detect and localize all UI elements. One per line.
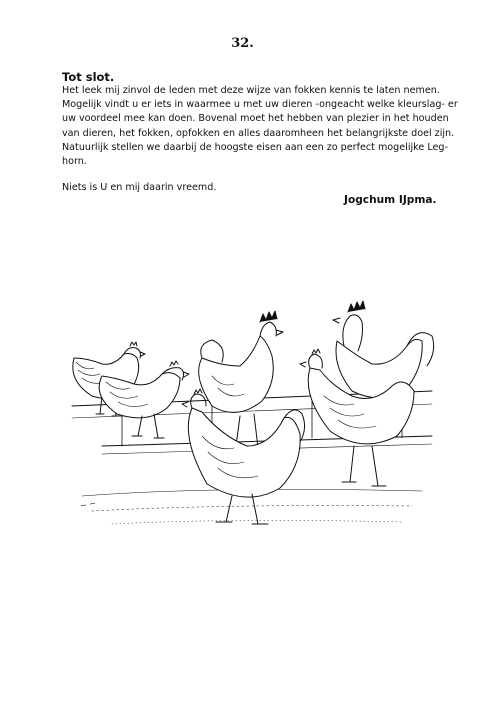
closing-sentence: Niets is U en mij daarin vreemd. — [62, 182, 217, 193]
paragraph-line: Natuurlijk stellen we daarbij de hoogste eisen aan een zo perfect mogelijke Leg- — [62, 141, 448, 153]
section-heading: Tot slot. — [62, 70, 115, 84]
paragraph-line: van dieren, het fokken, opfokken en alles daaromheen het belangrijkste doel zijn. — [62, 127, 455, 139]
chicken-illustration — [62, 296, 442, 536]
artist-signature-drawing: ~ ~ — [79, 498, 97, 511]
page-number: 32. — [231, 36, 254, 51]
paragraph-line: horn. — [62, 156, 87, 168]
author-signature: Jogchum IJpma. — [344, 194, 437, 206]
body-paragraph — [62, 84, 458, 169]
paragraph-line: Het leek mij zinvol de leden met deze wijze van fokken kennis te laten nemen. — [62, 85, 440, 96]
paragraph-line: uw voordeel mee kan doen. Bovenal moet het hebben van plezier in het houden — [62, 113, 449, 125]
paragraph-line: Mogelijk vindt u er iets in waarmee u met uw dieren -ongeacht welke kleurslag- er — [62, 99, 458, 111]
